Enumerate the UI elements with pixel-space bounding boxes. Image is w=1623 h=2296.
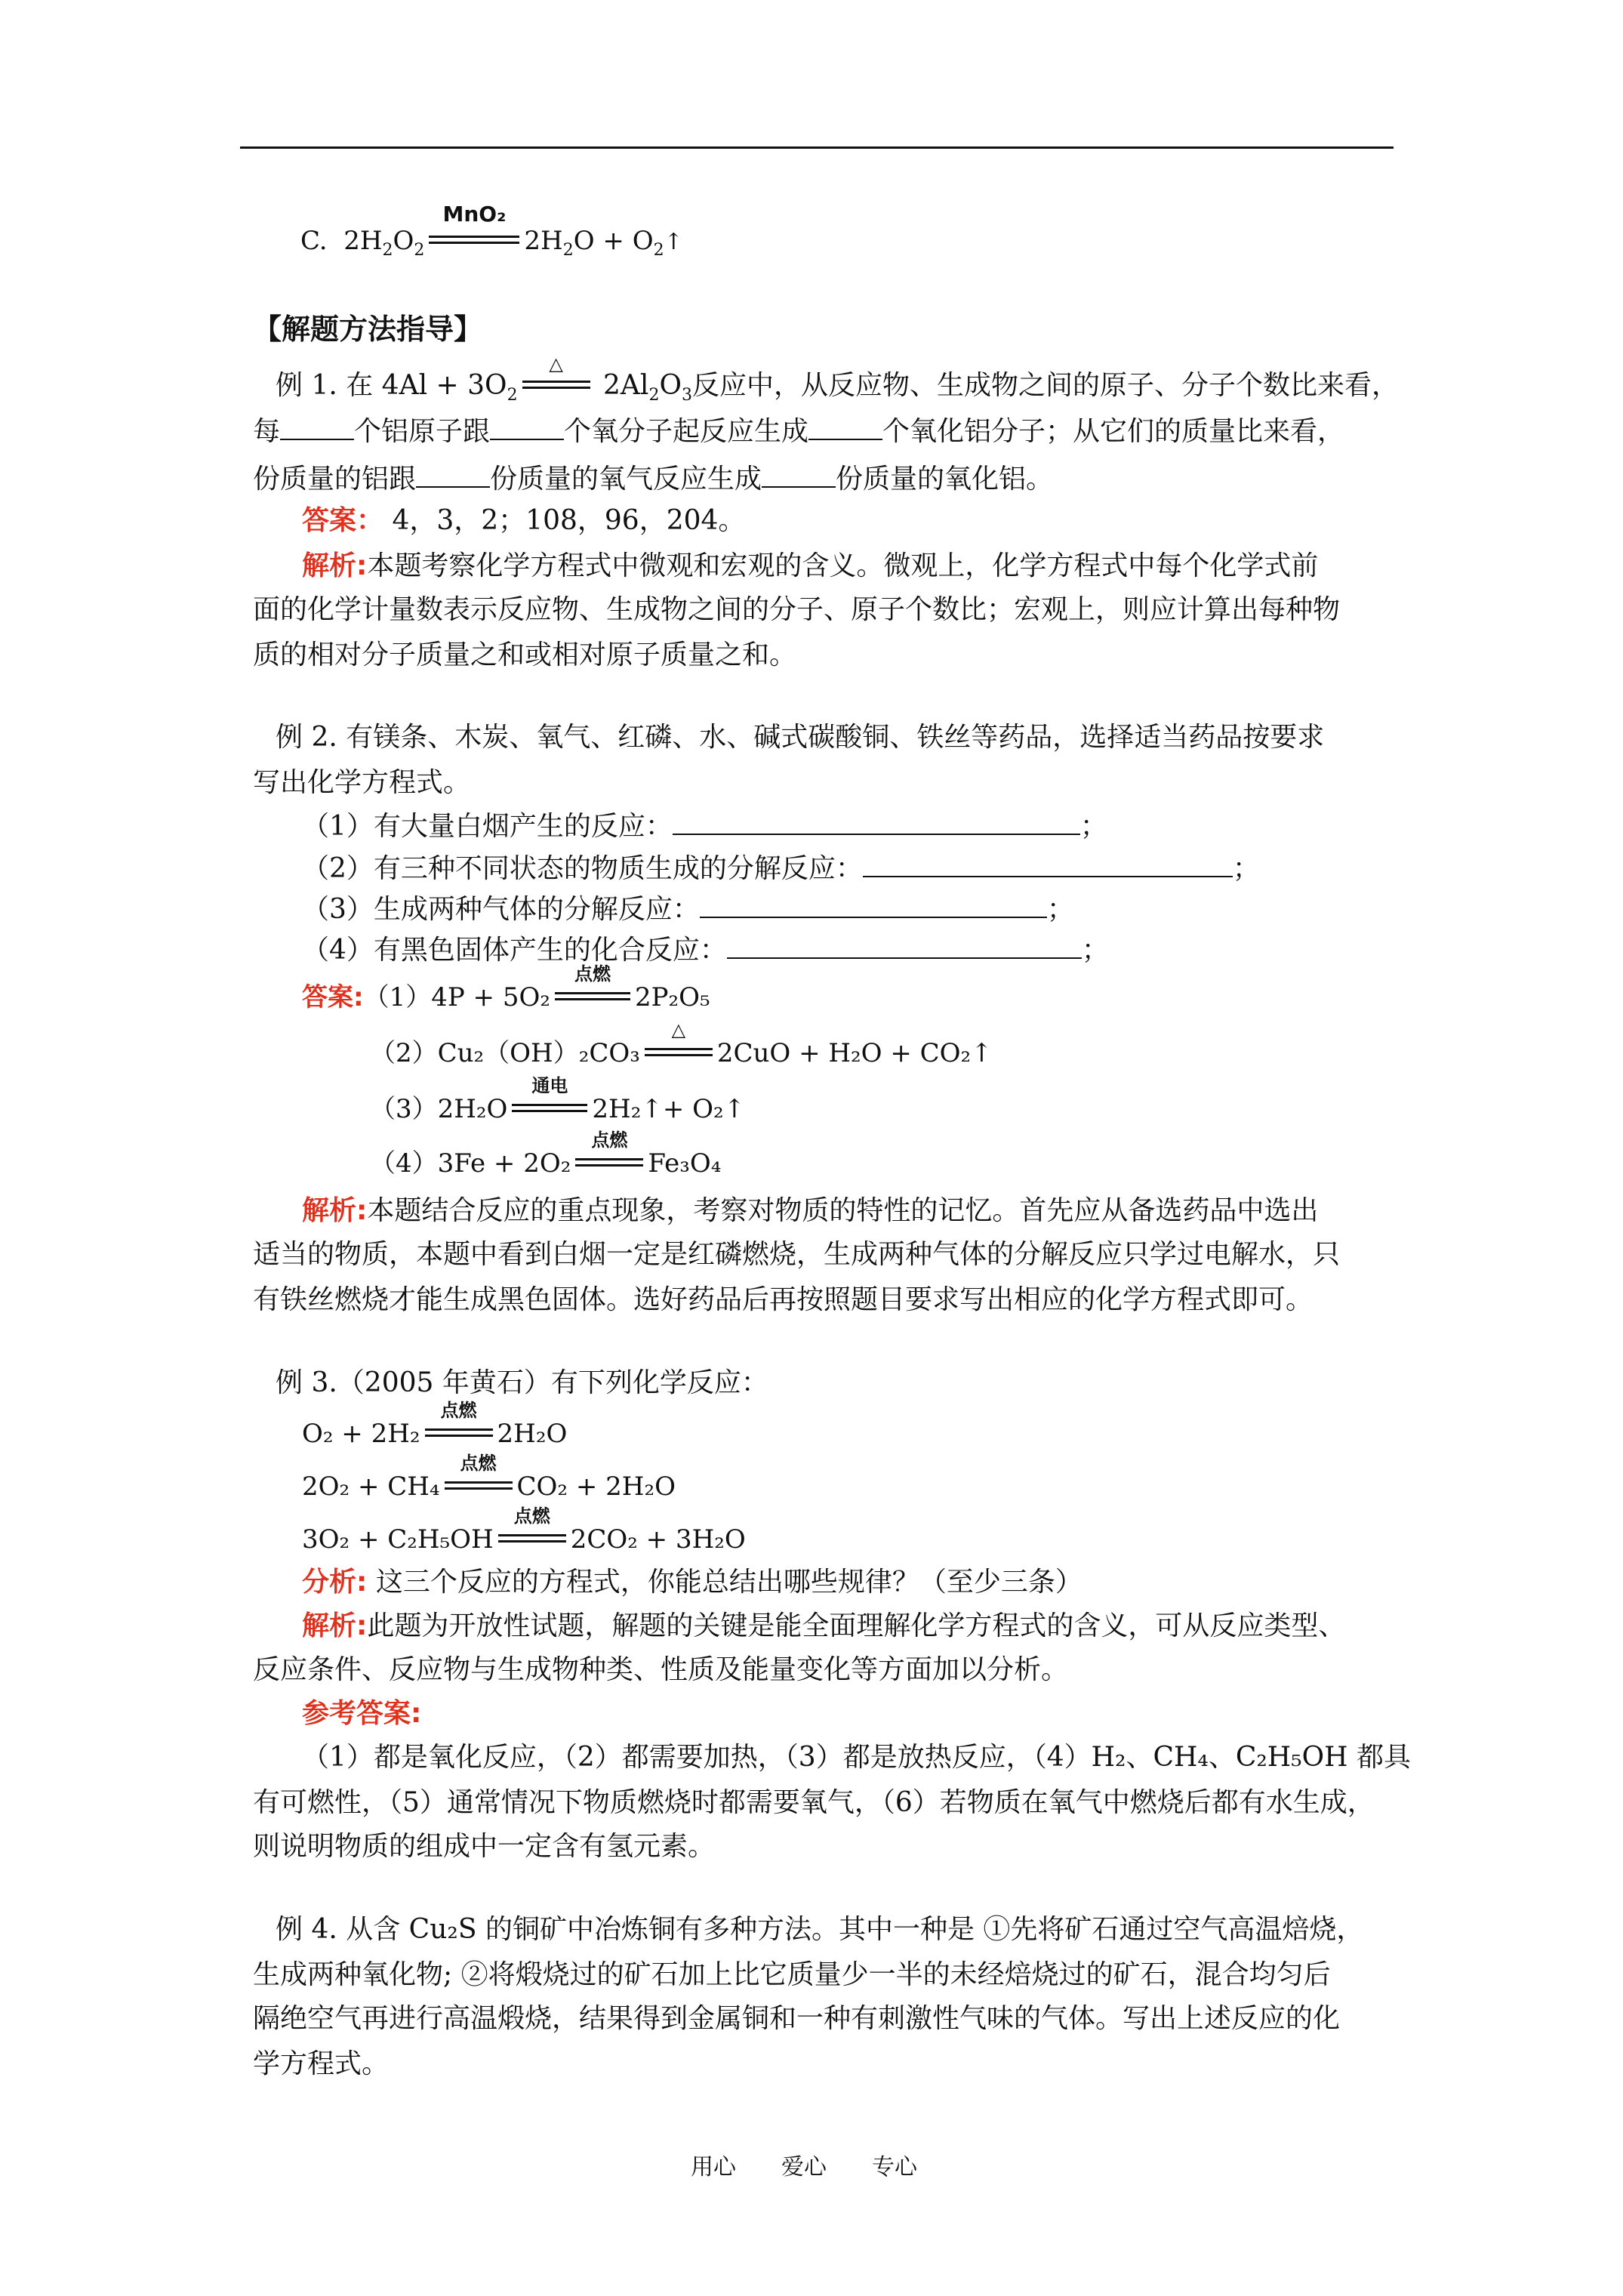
ex2-analysis-3: 有铁丝燃烧才能生成黑色固体。选好药品后再按照题目要求写出相应的化学方程式即可。	[253, 1284, 1313, 1315]
ex2-line1: 例 2. 有镁条、木炭、氧气、红磷、水、碱式碳酸铜、铁丝等药品，选择适当药品按要求	[276, 722, 1325, 753]
ex1-analysis-3: 质的相对分子质量之和或相对原子质量之和。	[253, 639, 797, 670]
ex2-q1: （1）有大量白烟产生的反应： ；	[302, 808, 1107, 843]
ex3-r1: O₂ + 2H₂ 点燃 2H₂O	[302, 1400, 568, 1449]
blank-1[interactable]	[280, 413, 354, 440]
ex3-analysis0: 分析: 这三个反应的方程式，你能总结出哪些规律？（至少三条）	[302, 1567, 1083, 1598]
ex3-ref-2: 有可燃性，（5）通常情况下物质燃烧时都需要氧气，（6）若物质在氧气中燃烧后都有水生成，	[253, 1787, 1375, 1818]
ex2-a3: （3）2H₂O 通电 2H₂↑+ O₂↑	[370, 1075, 746, 1124]
ex2-q4: （4）有黑色固体产生的化合反应： ；	[302, 932, 1109, 967]
footer: 用心 爱心 专心	[691, 2154, 917, 2180]
answer-line-3[interactable]	[700, 891, 1047, 918]
ex2-a2: （2）Cu₂（OH）₂CO₃ △ 2CuO + H₂O + CO₂↑	[370, 1019, 993, 1068]
ex3-analysis-1: 解析:此题为开放性试题，解题的关键是能全面理解化学方程式的含义，可从反应类型、	[302, 1610, 1346, 1641]
ex4-line2: 生成两种氧化物; ②将煅烧过的矿石加上比它质量少一半的未经焙烧过的矿石，混合均匀后	[253, 1959, 1331, 1990]
ex3-line1: 例 3.（2005 年黄石）有下列化学反应：	[276, 1367, 768, 1398]
answer-line-4[interactable]	[727, 932, 1082, 959]
condition-mark: MnO₂	[429, 219, 519, 249]
ex3-ref-3: 则说明物质的组成中一定含有氢元素。	[253, 1831, 716, 1862]
ex1-line3: 份质量的铝跟 份质量的氧气反应生成 份质量的氧化铝。	[253, 461, 1053, 496]
ex2-analysis-1: 解析:本题结合反应的重点现象，考察对物质的特性的记忆。首先应从备选药品中选出	[302, 1195, 1319, 1226]
ex2-a4: （4）3Fe + 2O₂ 点燃 Fe₃O₄	[370, 1130, 722, 1179]
ex4-line4: 学方程式。	[253, 2048, 390, 2079]
option-c: C. $2H_2O_2$ MnO₂ $2H_2O$ + $O_2↑$	[300, 202, 683, 260]
ex1-analysis-1: 解析:本题考察化学方程式中微观和宏观的含义。微观上，化学方程式中每个化学式前	[302, 550, 1319, 581]
ex1-line2: 每 个铝原子跟 个氧分子起反应生成 个氧化铝分子；从它们的质量比来看，	[253, 413, 1344, 448]
answer-line-2[interactable]	[863, 850, 1233, 877]
ex2-q3: （3）生成两种气体的分解反应： ；	[302, 891, 1074, 926]
ex2-a1: 答案:（1）4P + 5O₂ 点燃 2P₂O₅	[302, 963, 710, 1012]
ex2-q2: （2）有三种不同状态的物质生成的分解反应： ；	[302, 850, 1260, 886]
ex1-analysis-2: 面的化学计量数表示反应物、生成物之间的分子、原子个数比；宏观上，则应计算出每种物	[253, 594, 1341, 625]
blank-5[interactable]	[762, 461, 836, 488]
section-title: 【解题方法指导】	[253, 313, 483, 346]
ex2-line2: 写出化学方程式。	[253, 767, 471, 798]
blank-4[interactable]	[416, 461, 490, 488]
answer-line-1[interactable]	[673, 808, 1080, 835]
ex3-ref-label: 参考答案:	[302, 1698, 422, 1729]
header-rule	[240, 146, 1394, 149]
ex1-line1: 例 1. 在 $4Al + 3O_2$ △ $2Al_2O_3$反应中，从反应物、生成物之间的原子、分子个数比来看，	[276, 353, 1399, 405]
ex3-ref-1: （1）都是氧化反应，（2）都需要加热，（3）都是放热反应，（4）H₂、CH₄、C₂H₅OH 都具	[302, 1742, 1411, 1773]
ex4-line1: 例 4. 从含 Cu₂S 的铜矿中冶炼铜有多种方法。其中一种是 ①先将矿石通过空气高温焙烧，	[276, 1914, 1364, 1945]
ex2-analysis-2: 适当的物质，本题中看到白烟一定是红磷燃烧，生成两种气体的分解反应只学过电解水，只	[253, 1239, 1341, 1270]
blank-3[interactable]	[808, 413, 882, 440]
ex3-r3: 3O₂ + C₂H₅OH 点燃 2CO₂ + 3H₂O	[302, 1505, 746, 1555]
ex3-analysis-2: 反应条件、反应物与生成物种类、性质及能量变化等方面加以分析。	[253, 1654, 1069, 1685]
ex3-r2: 2O₂ + CH₄ 点燃 CO₂ + 2H₂O	[302, 1453, 676, 1502]
ex1-answer: 答案： 4，3，2；108，96，204。	[302, 505, 746, 536]
blank-2[interactable]	[490, 413, 564, 440]
ex4-line3: 隔绝空气再进行高温煅烧，结果得到金属铜和一种有刺激性气味的气体。写出上述反应的化	[253, 2003, 1341, 2034]
